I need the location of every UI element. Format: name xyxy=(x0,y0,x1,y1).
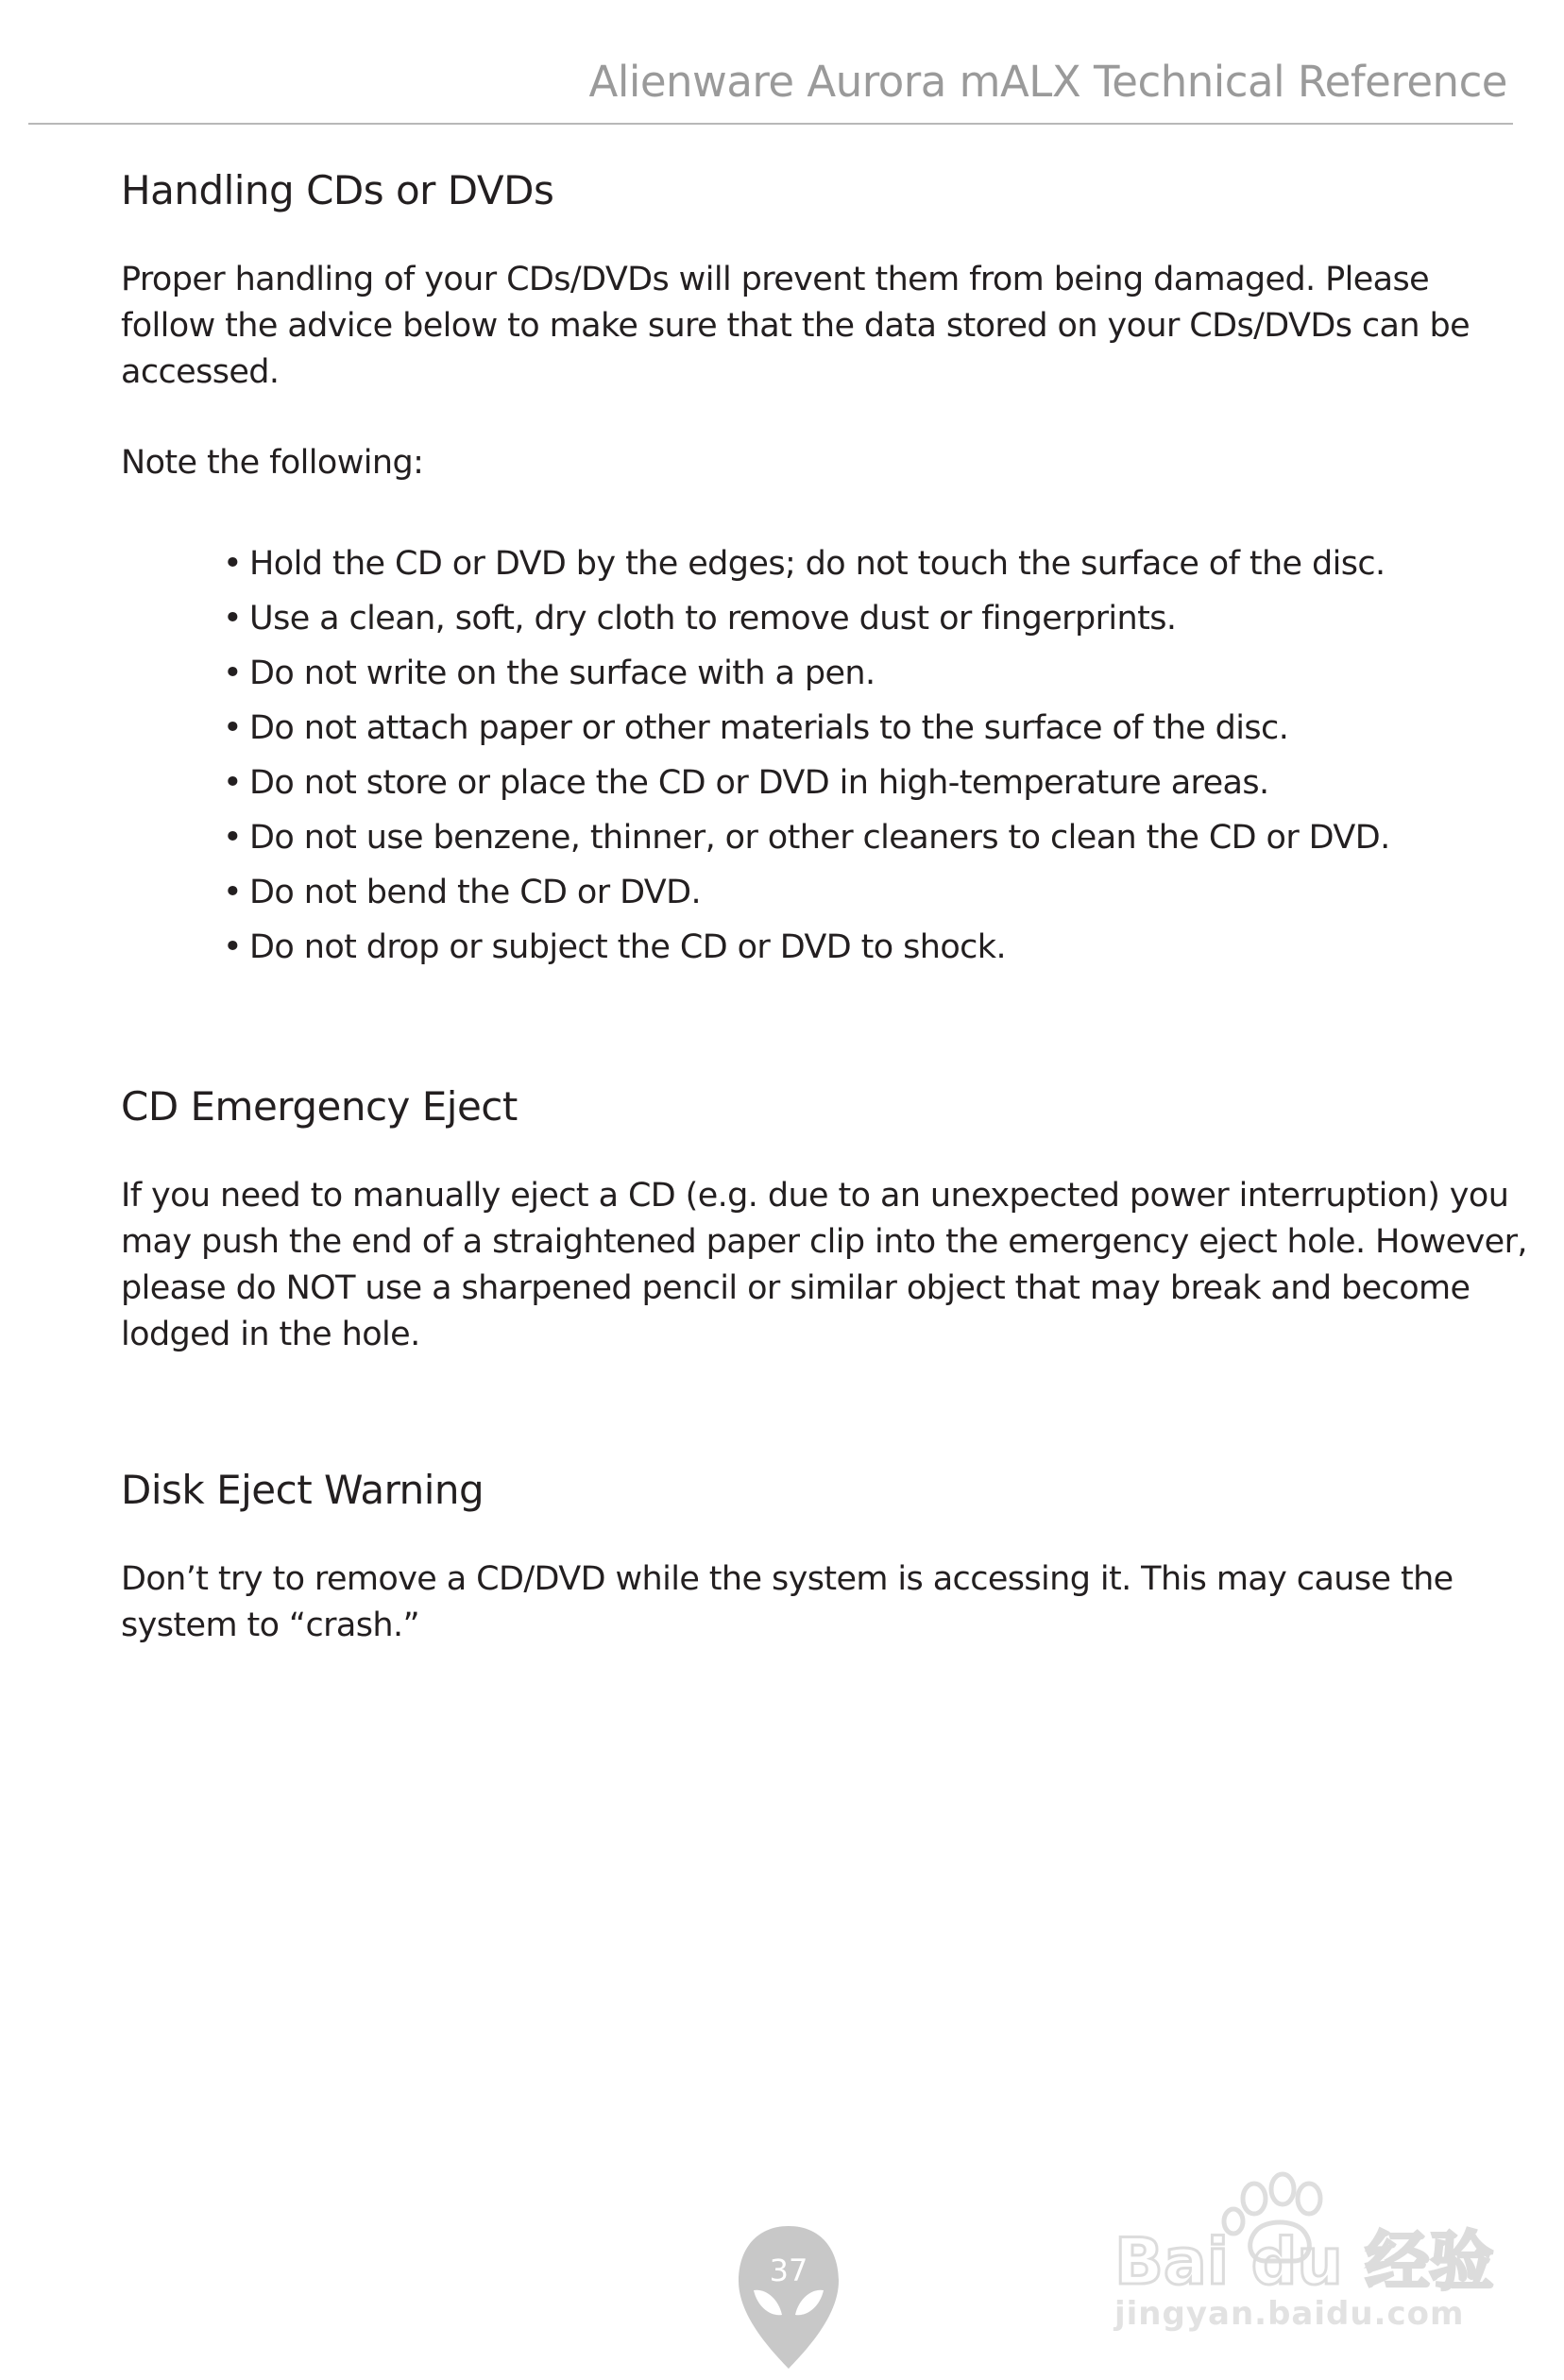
bullet-item xyxy=(223,591,1519,646)
bullet-dot-icon: • xyxy=(223,545,243,583)
handling-bullet-list xyxy=(121,536,1519,975)
bullet-dot-icon: • xyxy=(223,874,243,911)
note-label: Note the following: xyxy=(121,444,424,482)
bullet-dot-icon: • xyxy=(223,819,243,857)
bullet-dot-icon: • xyxy=(223,654,243,692)
page-number: 37 xyxy=(769,2252,808,2288)
baidu-watermark xyxy=(1114,2163,1511,2352)
section-paragraph-handling: Proper handling of your CDs/DVDs will prevent them from being damaged. Please follow the advice below to make sure that the data stored on your CDs/DVDs can be accessed. xyxy=(121,261,1470,391)
section-title-handling: Handling CDs or DVDs xyxy=(121,167,554,213)
header-divider xyxy=(28,123,1513,125)
section-title-emergency-eject: CD Emergency Eject xyxy=(121,1083,518,1130)
bullet-dot-icon: • xyxy=(223,709,243,747)
section-title-eject-warning: Disk Eject Warning xyxy=(121,1467,484,1513)
alien-head-icon xyxy=(737,2224,841,2371)
bullet-item xyxy=(223,810,1519,865)
bullet-item xyxy=(223,920,1519,975)
bullet-item xyxy=(223,756,1519,810)
bullet-dot-icon: • xyxy=(223,764,243,802)
svg-text:Bai du 经验: Bai du 经验 xyxy=(1114,2225,1494,2295)
bullet-text: Do not attach paper or other materials to the surface of the disc. xyxy=(249,709,1289,747)
section-paragraph-eject-warning: Don’t try to remove a CD/DVD while the system is accessing it. This may cause the system to “crash.” xyxy=(121,1560,1454,1644)
bullet-item xyxy=(223,536,1519,591)
bullet-item xyxy=(223,701,1519,756)
bullet-text: Hold the CD or DVD by the edges; do not touch the surface of the disc. xyxy=(249,545,1386,583)
bullet-text: Use a clean, soft, dry cloth to remove dust or fingerprints. xyxy=(249,600,1177,638)
bullet-item xyxy=(223,865,1519,920)
bullet-dot-icon: • xyxy=(223,600,243,638)
bullet-dot-icon: • xyxy=(223,928,243,966)
baidu-paw-logo-icon xyxy=(1114,2163,1511,2295)
bullet-text: Do not write on the surface with a pen. xyxy=(249,654,876,692)
bullet-text: Do not bend the CD or DVD. xyxy=(249,874,702,911)
watermark-url: jingyan.baidu.com xyxy=(1114,2295,1465,2333)
bullet-text: Do not drop or subject the CD or DVD to shock. xyxy=(249,928,1006,966)
page-header-title: Alienware Aurora mALX Technical Reference xyxy=(588,57,1507,107)
bullet-item xyxy=(223,646,1519,701)
alien-head-page-badge xyxy=(737,2224,841,2371)
bullet-text: Do not store or place the CD or DVD in high-temperature areas. xyxy=(249,764,1269,802)
section-paragraph-emergency-eject: If you need to manually eject a CD (e.g. due to an unexpected power interruption) you may push the end of a straightened paper clip into the emergency eject hole. However, please do NOT use a sharpened pencil or similar object that may break and become lodged in the hole. xyxy=(121,1177,1527,1353)
bullet-text: Do not use benzene, thinner, or other cleaners to clean the CD or DVD. xyxy=(249,819,1390,857)
page-content xyxy=(121,161,1527,1649)
